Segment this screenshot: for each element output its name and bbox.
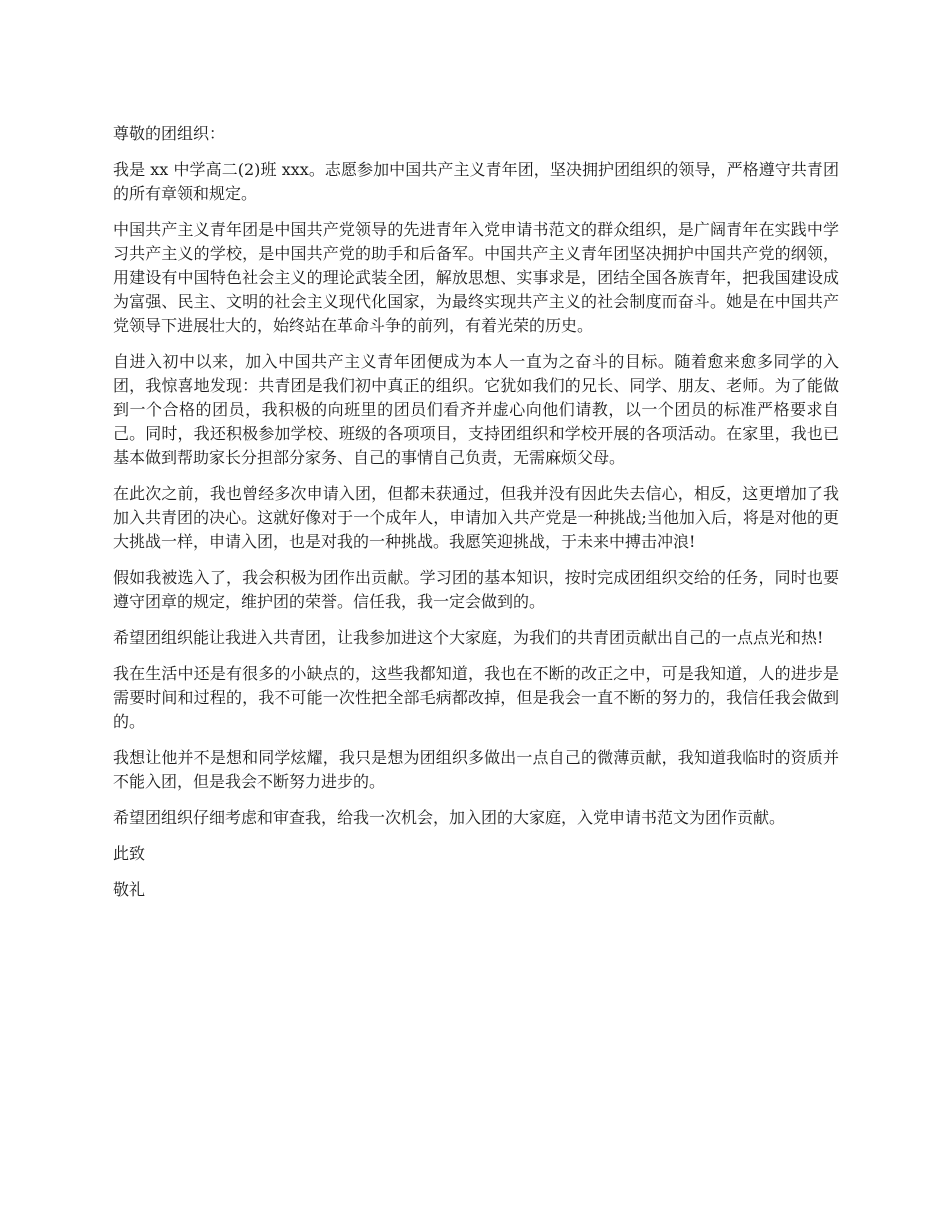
letter-paragraph: 自进入初中以来，加入中国共产主义青年团便成为本人一直为之奋斗的目标。随着愈来愈多同学的入团，我惊喜地发现：共青团是我们初中真正的组织。它犹如我们的兄长、同学、朋友、老师。为了能做到一个合格的团员，我积极的向班里的团员们看齐并虚心向他们请教，以一个团员的标准严格要求自己。同时，我还积极参加学校、班级的各项项目，支持团组织和学校开展的各项活动。在家里，我也已基本做到帮助家长分担部分家务、自己的事情自己负责，无需麻烦父母。 [113,352,839,467]
letter-paragraph: 假如我被选入了，我会积极为团作出贡献。学习团的基本知识，按时完成团组织交给的任务，同时也要遵守团章的规定，维护团的荣誉。信任我，我一定会做到的。 [113,568,839,611]
letter-salutation: 尊敬的团组织： [113,124,226,143]
letter-paragraph: 我在生活中还是有很多的小缺点的，这些我都知道，我也在不断的改正之中，可是我知道，人的进步是需要时间和过程的，我不可能一次性把全部毛病都改掉，但是我会一直不断的努力的，我信任我会做到的。 [113,664,839,731]
letter-paragraph: 我是 xx 中学高二(2)班 xxx。志愿参加中国共产主义青年团，坚决拥护团组织的领导，严格遵守共青团的所有章领和规定。 [113,160,839,203]
letter-body [113,122,839,914]
letter-paragraph: 中国共产主义青年团是中国共产党领导的先进青年入党申请书范文的群众组织，是广阔青年在实践中学习共产主义的学校，是中国共产党的助手和后备军。中国共产主义青年团坚决拥护中国共产党的纲领，用建设有中国特色社会主义的理论武装全团，解放思想、实事求是，团结全国各族青年，把我国建设成为富强、民主、文明的社会主义现代化国家，为最终实现共产主义的社会制度而奋斗。她是在中国共产党领导下进展壮大的，始终站在革命斗争的前列，有着光荣的历史。 [113,220,839,335]
letter-closing-jingli: 敬礼 [113,880,146,899]
letter-closing-cizhi: 此致 [113,844,146,863]
letter-paragraph: 在此次之前，我也曾经多次申请入团，但都未获通过，但我并没有因此失去信心，相反，这更增加了我加入共青团的决心。这就好像对于一个成年人，申请加入共产党是一种挑战;当他加入后，将是对他的更大挑战一样，申请入团，也是对我的一种挑战。我愿笑迎挑战，于未来中搏击冲浪! [113,484,839,551]
letter-paragraph: 我想让他并不是想和同学炫耀，我只是想为团组织多做出一点自己的微薄贡献，我知道我临时的资质并不能入团，但是我会不断努力进步的。 [113,748,839,791]
letter-paragraph: 希望团组织能让我进入共青团，让我参加进这个大家庭，为我们的共青团贡献出自己的一点点光和热! [113,628,824,647]
letter-paragraph: 希望团组织仔细考虑和审查我，给我一次机会，加入团的大家庭，入党申请书范文为团作贡献。 [113,808,786,827]
